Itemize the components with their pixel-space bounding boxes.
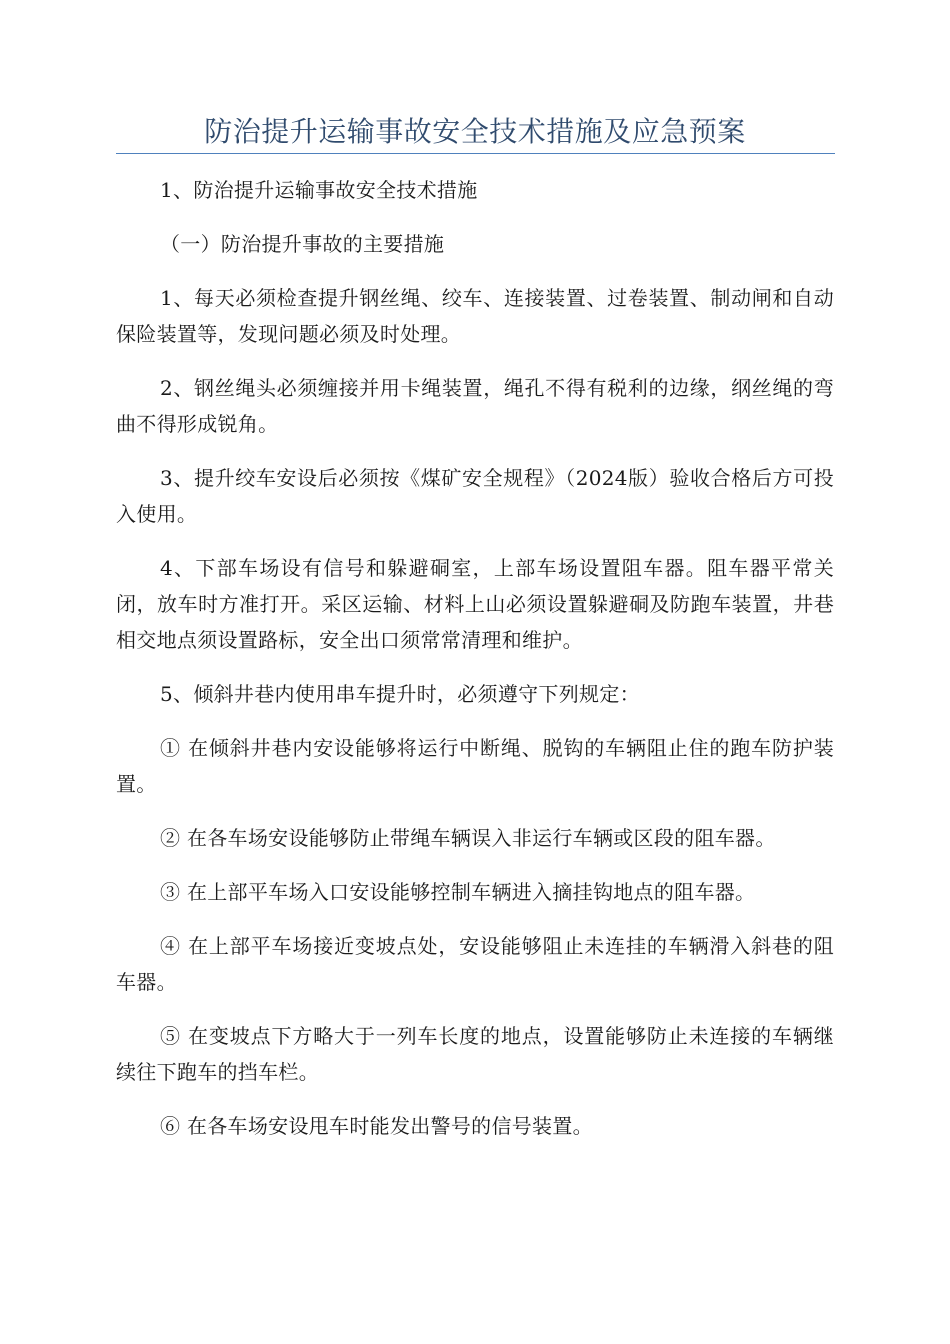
rule-item-6: ⑥ 在各车场安设甩车时能发出警号的信号装置。	[160, 1114, 593, 1138]
paragraph-item-1: 1、每天必须检查提升钢丝绳、绞车、连接装置、过卷装置、制动闸和自动保险装置等，发现问题必须及时处理。	[116, 286, 834, 346]
paragraph-item-2: 2、钢丝绳头必须缠接并用卡绳装置，绳孔不得有税利的边缘，纲丝绳的弯曲不得形成锐角。	[116, 376, 834, 436]
section-heading: 1、防治提升运输事故安全技术措施	[160, 178, 478, 202]
paragraph-item-5: 5、倾斜井巷内使用串车提升时，必须遵守下列规定：	[160, 682, 640, 706]
rule-item-1: ① 在倾斜井巷内安设能够将运行中断绳、脱钩的车辆阻止住的跑车防护装置。	[116, 736, 834, 796]
rule-item-5: ⑤ 在变坡点下方略大于一列车长度的地点，设置能够防止未连接的车辆继续往下跑车的挡车栏。	[116, 1024, 834, 1084]
document-body	[116, 172, 834, 1162]
rule-item-4: ④ 在上部平车场接近变坡点处，安设能够阻止未连挂的车辆滑入斜巷的阻车器。	[116, 934, 834, 994]
rule-item-3: ③ 在上部平车场入口安设能够控制车辆进入摘挂钩地点的阻车器。	[160, 880, 756, 904]
paragraph-item-4: 4、下部车场设有信号和躲避硐室，上部车场设置阻车器。阻车器平常关闭，放车时方准打开。采区运输、材料上山必须设置躲避硐及防跑车装置，井巷相交地点须设置路标，安全出口须常常清理和维护。	[116, 556, 834, 652]
paragraph-item-3: 3、提升绞车安设后必须按《煤矿安全规程》（2024版）验收合格后方可投入使用。	[116, 466, 834, 526]
title-underline	[116, 153, 835, 154]
rule-item-2: ② 在各车场安设能够防止带绳车辆误入非运行车辆或区段的阻车器。	[160, 826, 776, 850]
subsection-heading: （一）防治提升事故的主要措施	[160, 232, 445, 256]
document-title: 防治提升运输事故安全技术措施及应急预案	[204, 115, 746, 148]
